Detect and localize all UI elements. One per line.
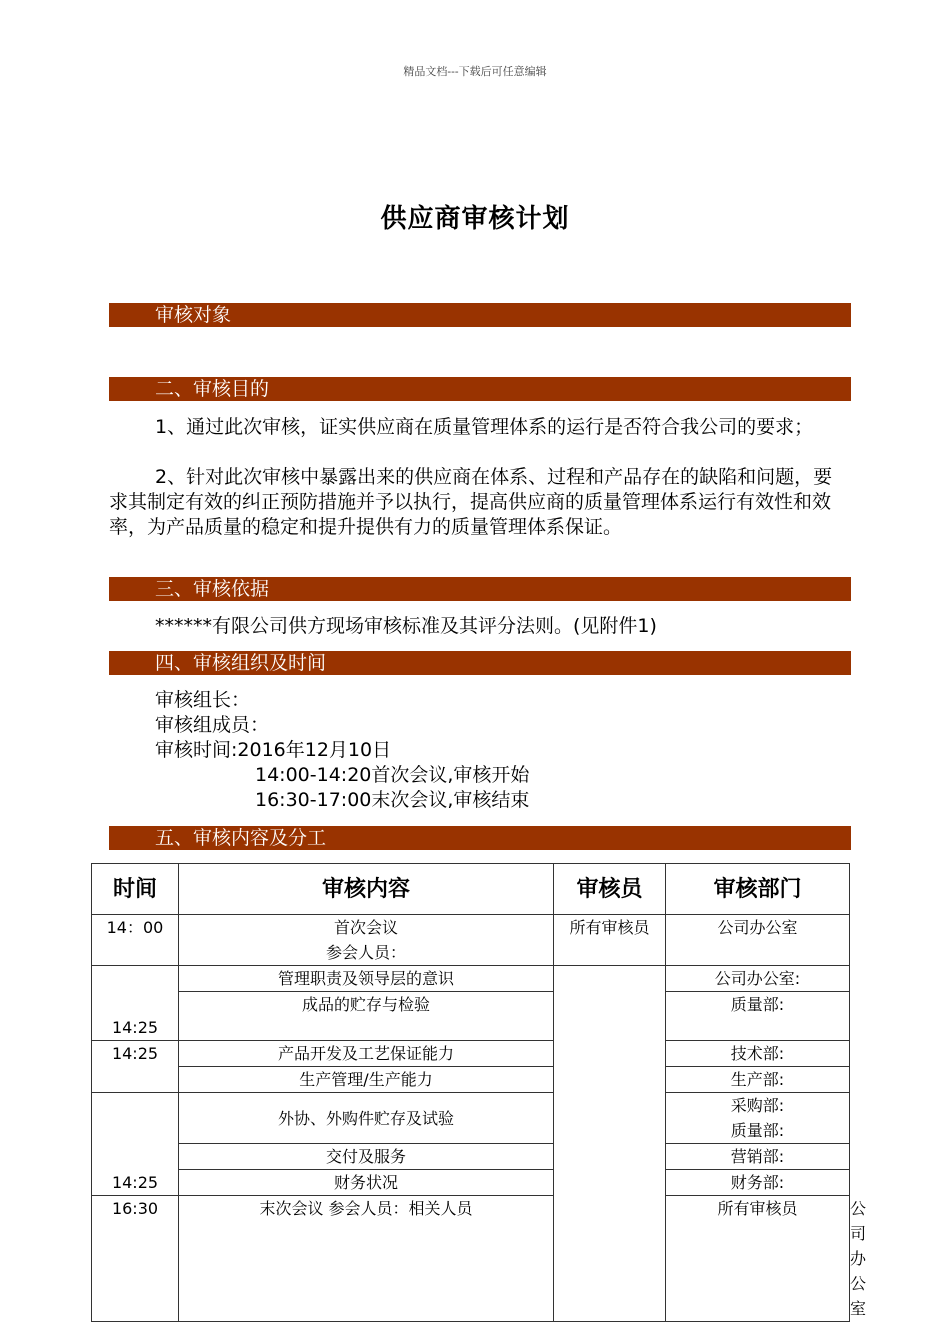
watermark-header: 精品文档---下载后可任意编辑 [403,65,547,78]
table-row [92,915,850,966]
time-cell: 14:25 [92,1041,179,1093]
time-cell: 14：00 [92,915,179,966]
auditor-cell: 所有审核员 [554,915,666,966]
department-line: 采购部: [730,1096,785,1115]
table-row [92,1093,850,1144]
table-row [92,1067,850,1093]
department-cell: 生产部: [666,1067,850,1093]
table-row [92,1170,850,1196]
content-cell: 交付及服务 [179,1144,554,1170]
content-cell: 成品的贮存与检验 [179,992,554,1041]
section-heading-audit-organization: 四、审核组织及时间 [109,651,851,675]
content-cell: 管理职责及领导层的意识 [179,966,554,992]
content-cell: 产品开发及工艺保证能力 [179,1041,554,1067]
purpose-paragraph-1: 1、通过此次审核，证实供应商在质量管理体系的运行是否符合我公司的要求； [155,416,814,438]
time-cell: 14:25 [92,1093,179,1196]
page-title: 供应商审核计划 [380,204,570,234]
table-row [92,966,850,992]
department-cell: 质量部: [666,992,850,1041]
content-line: 参会人员： [325,943,406,962]
header-auditor: 审核员 [554,864,666,915]
table-header-row [92,864,850,915]
audit-date: 审核时间:2016年12月10日 [155,739,392,761]
section-heading-audit-basis: 三、审核依据 [109,577,851,601]
department-cell: 财务部: [666,1170,850,1196]
section-heading-audit-content: 五、审核内容及分工 [109,826,851,850]
content-cell: 外协、外购件贮存及试验 [179,1093,554,1144]
audit-time-closing: 16:30-17:00末次会议,审核结束 [255,789,530,811]
header-time: 时间 [92,864,179,915]
header-department: 审核部门 [666,864,850,915]
department-line: 质量部: [730,1121,785,1140]
auditor-cell: 所有审核员 [666,1196,850,1322]
time-cell: 16:30 [92,1196,179,1322]
auditor-cell [554,966,666,1322]
header-content: 审核内容 [179,864,554,915]
department-cell: 公司办公室 [666,915,850,966]
audit-schedule-table [91,863,867,1322]
department-cell: 公司办公室: [666,966,850,992]
table-row: 16:30 末次会议 参会人员：相关人员 所有审核员 公司办公室 [92,1196,850,1322]
time-cell: 14:25 [92,966,179,1041]
table-row [92,1041,850,1067]
content-cell [179,915,554,966]
department-cell: 技术部: [666,1041,850,1067]
department-cell [666,1093,850,1144]
content-cell: 财务状况 [179,1170,554,1196]
content-cell: 生产管理/生产能力 [179,1067,554,1093]
content-cell: 末次会议 参会人员：相关人员 [179,1196,554,1322]
audit-members: 审核组成员： [155,714,270,736]
basis-paragraph: ******有限公司供方现场审核标准及其评分法则。(见附件1) [155,615,657,637]
audit-time-opening: 14:00-14:20首次会议,审核开始 [255,764,530,786]
section-heading-audit-purpose: 二、审核目的 [109,377,851,401]
purpose-paragraph-2: 2、针对此次审核中暴露出来的供应商在体系、过程和产品存在的缺陷和问题，要求其制定有效的纠正预防措施并予以执行，提高供应商的质量管理体系运行有效性和效率，为产品质量的稳定和提升提供有力的质量管理体系保证。 [109,466,833,538]
table-row [92,992,850,1041]
department-cell: 营销部: [666,1144,850,1170]
section-heading-audit-object: 审核对象 [109,303,851,327]
content-line: 首次会议 [333,918,398,937]
audit-leader: 审核组长： [155,689,251,711]
table-row [92,1144,850,1170]
